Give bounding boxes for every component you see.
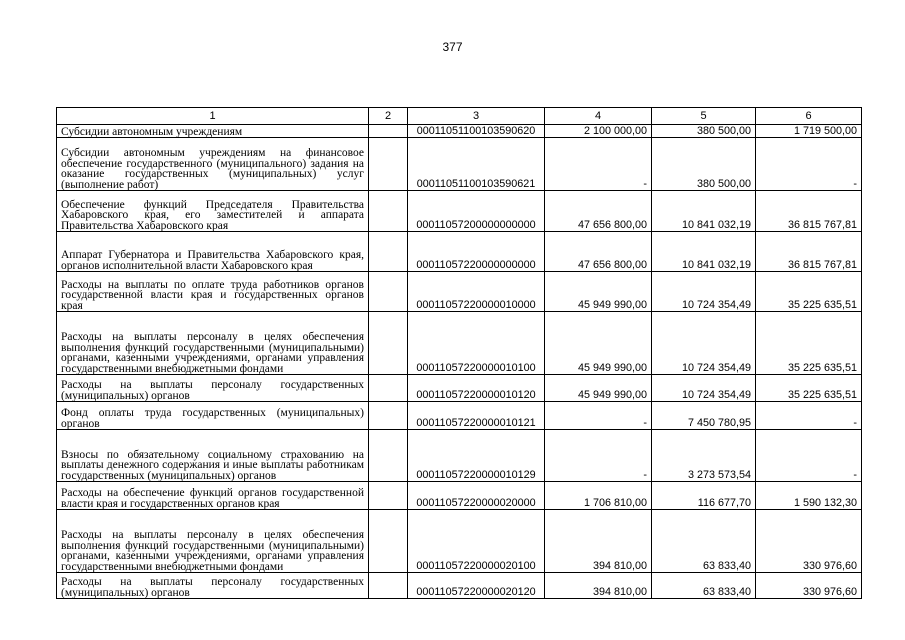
row-value-5: 10 724 354,49 [652,272,756,312]
row-code: 00011051100103590621 [408,138,545,191]
row-value-6: 35 225 635,51 [756,312,862,375]
row-value-6: - [756,430,862,482]
row-value-4: 1 706 810,00 [545,482,652,510]
row-value-6: 330 976,60 [756,573,862,599]
header-col-1: 1 [57,108,369,125]
header-col-3: 3 [408,108,545,125]
row-value-5: 380 500,00 [652,125,756,138]
row-name: Субсидии автономным учреждениям [57,125,369,138]
row-value-4: 47 656 800,00 [545,232,652,272]
row-name: Расходы на выплаты персоналу государственных (муниципальных) органов [57,573,369,599]
row-value-6: 1 590 132,30 [756,482,862,510]
table-row [57,312,862,375]
row-name: Расходы на выплаты персоналу в целях обеспечения выполнения функций государственными (муниципальными) органами, казенными учреждениями, органами управления государственными внебюджетными фондами [57,312,369,375]
row-code: 00011051100103590620 [408,125,545,138]
row-value-5: 380 500,00 [652,138,756,191]
row-value-6: 36 815 767,81 [756,191,862,232]
row-value-6: 35 225 635,51 [756,375,862,402]
row-col2 [369,125,408,138]
row-value-5: 7 450 780,95 [652,402,756,430]
row-value-4: 394 810,00 [545,510,652,573]
row-value-6: 330 976,60 [756,510,862,573]
row-col2 [369,272,408,312]
row-value-5: 10 724 354,49 [652,375,756,402]
row-value-4: 45 949 990,00 [545,272,652,312]
row-value-6: - [756,402,862,430]
table-row [57,191,862,232]
table-row [57,402,862,430]
table-row [57,232,862,272]
row-code: 00011057220000010000 [408,272,545,312]
row-code: 00011057200000000000 [408,191,545,232]
row-name: Аппарат Губернатора и Правительства Хабаровского края, органов исполнительной власти Хабаровского края [57,232,369,272]
header-col-2: 2 [369,108,408,125]
row-col2 [369,312,408,375]
row-value-5: 10 841 032,19 [652,232,756,272]
row-code: 00011057220000020000 [408,482,545,510]
row-value-4: 2 100 000,00 [545,125,652,138]
report-table [56,107,862,599]
row-code: 00011057220000010129 [408,430,545,482]
header-col-5: 5 [652,108,756,125]
table-row [57,272,862,312]
table-header-row [57,108,862,125]
row-name: Расходы на выплаты персоналу в целях обеспечения выполнения функций государственными (муниципальными) органами, казенными учреждениями, органами управления государственными внебюджетными фондами [57,510,369,573]
row-value-5: 63 833,40 [652,510,756,573]
row-value-4: 45 949 990,00 [545,312,652,375]
row-value-4: 45 949 990,00 [545,375,652,402]
row-value-5: 3 273 573,54 [652,430,756,482]
table-row [57,125,862,138]
row-col2 [369,430,408,482]
row-col2 [369,375,408,402]
row-value-6: 36 815 767,81 [756,232,862,272]
page-number: 377 [442,40,463,54]
table-row [57,482,862,510]
row-code: 00011057220000020100 [408,510,545,573]
table-row [57,138,862,191]
row-code: 00011057220000010120 [408,375,545,402]
row-name: Фонд оплаты труда государственных (муниципальных) органов [57,402,369,430]
row-value-5: 116 677,70 [652,482,756,510]
row-name: Обеспечение функций Председателя Правительства Хабаровского края, его заместителей и аппарата Правительства Хабаровского края [57,191,369,232]
row-value-4: - [545,402,652,430]
row-value-4: 47 656 800,00 [545,191,652,232]
row-col2 [369,402,408,430]
row-code: 00011057220000010100 [408,312,545,375]
row-value-5: 10 841 032,19 [652,191,756,232]
row-code: 00011057220000010121 [408,402,545,430]
row-name: Расходы на выплаты персоналу государственных (муниципальных) органов [57,375,369,402]
table-row [57,573,862,599]
row-col2 [369,482,408,510]
row-value-4: - [545,430,652,482]
row-value-5: 10 724 354,49 [652,312,756,375]
row-col2 [369,191,408,232]
header-col-4: 4 [545,108,652,125]
table-row [57,375,862,402]
row-value-6: 1 719 500,00 [756,125,862,138]
row-name: Взносы по обязательному социальному страхованию на выплаты денежного содержания и иные выплаты работникам государственных (муниципальных) органов [57,430,369,482]
row-col2 [369,510,408,573]
row-value-6: 35 225 635,51 [756,272,862,312]
row-code: 00011057220000020120 [408,573,545,599]
row-name: Расходы на выплаты по оплате труда работников органов государственной власти края и государственных органов края [57,272,369,312]
row-name: Субсидии автономным учреждениям на финансовое обеспечение государственного (муниципального) задания на оказание государственных (муниципальных) услуг (выполнение работ) [57,138,369,191]
row-name: Расходы на обеспечение функций органов государственной власти края и государственных органов края [57,482,369,510]
row-col2 [369,138,408,191]
table-row [57,510,862,573]
table-row [57,430,862,482]
row-col2 [369,232,408,272]
header-col-6: 6 [756,108,862,125]
row-code: 00011057220000000000 [408,232,545,272]
row-col2 [369,573,408,599]
row-value-5: 63 833,40 [652,573,756,599]
row-value-4: - [545,138,652,191]
row-value-4: 394 810,00 [545,573,652,599]
row-value-6: - [756,138,862,191]
